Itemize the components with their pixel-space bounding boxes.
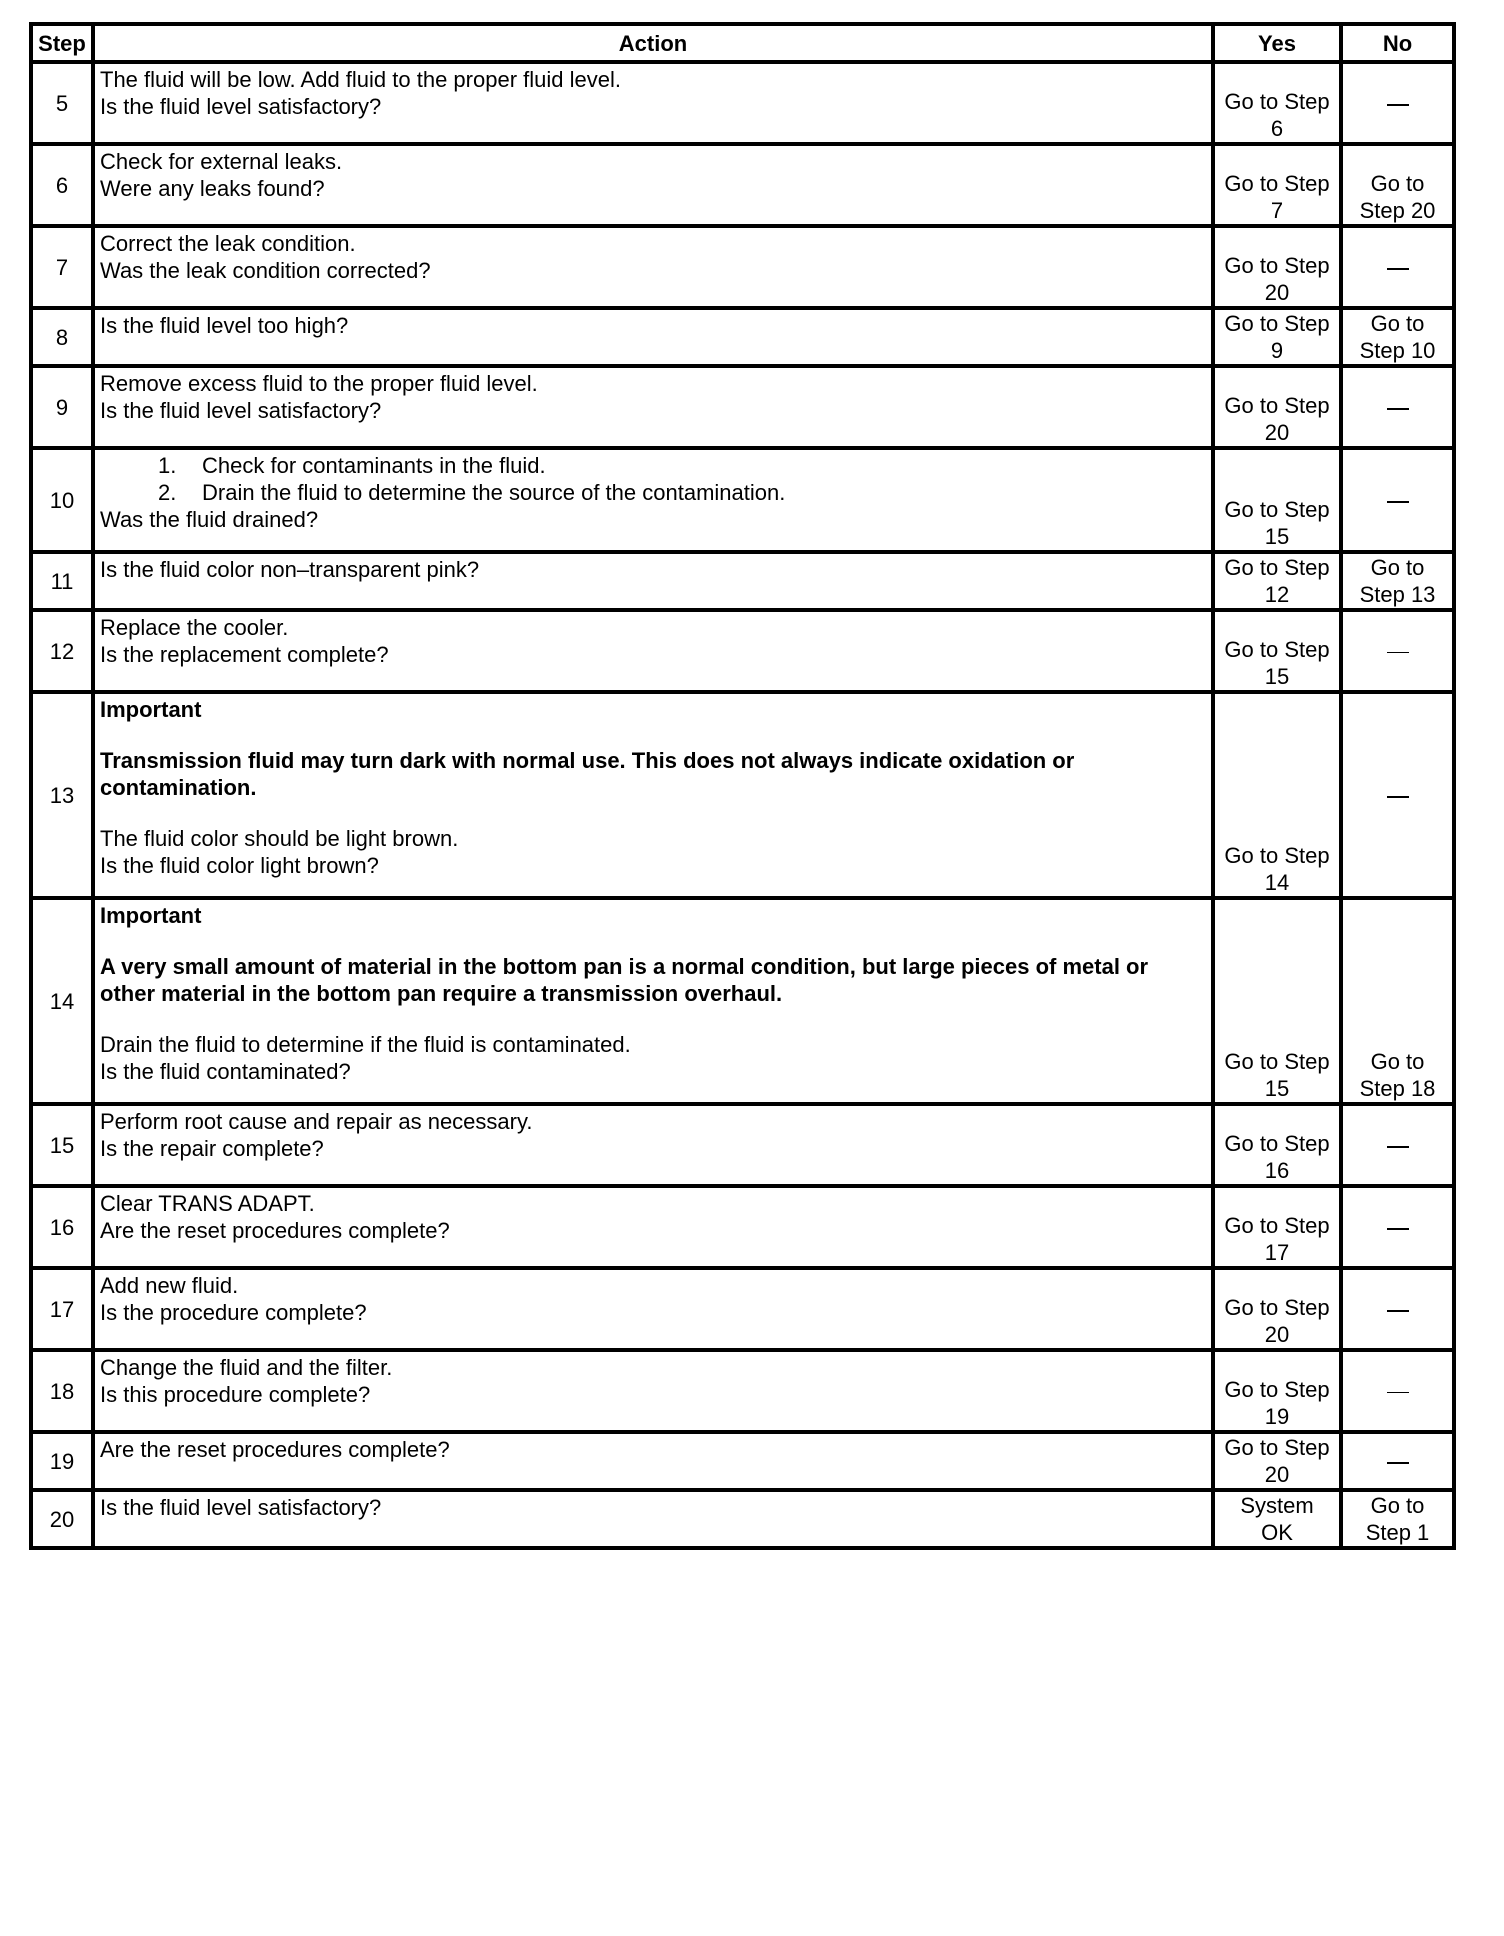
- no-cell: [1341, 1350, 1454, 1432]
- no-cell: [1341, 1432, 1454, 1490]
- action-question: Is the fluid contaminated?: [100, 1059, 351, 1084]
- yes-target: OK: [1261, 1520, 1293, 1545]
- yes-target: 16: [1264, 1158, 1290, 1183]
- yes-target: 17: [1264, 1240, 1290, 1265]
- yes-label: Go to Step: [1224, 1435, 1330, 1460]
- action-steps-list: [100, 452, 1206, 506]
- yes-target: 15: [1264, 524, 1290, 549]
- list-item-number: 2.: [158, 480, 177, 505]
- action-instruction: Replace the cooler.: [100, 615, 289, 640]
- action-cell: [93, 448, 1213, 552]
- step-number: 12: [31, 610, 93, 692]
- yes-label: Go to Step: [1224, 1377, 1330, 1402]
- yes-cell: [1213, 308, 1341, 366]
- no-cell: [1341, 226, 1454, 308]
- no-target: Step 10: [1359, 338, 1436, 363]
- action-question: Is the procedure complete?: [100, 1300, 367, 1325]
- action-instruction: The fluid color should be light brown.: [100, 826, 459, 851]
- no-cell: [1341, 1186, 1454, 1268]
- important-heading: Important: [100, 903, 202, 928]
- yes-target: 7: [1270, 198, 1284, 223]
- table-row: [31, 1186, 1454, 1268]
- no-dash: [1387, 501, 1409, 503]
- step-number: 10: [31, 448, 93, 552]
- table-row: [31, 1350, 1454, 1432]
- table-row: [31, 1104, 1454, 1186]
- table-row: [31, 62, 1454, 144]
- yes-target: 14: [1264, 870, 1290, 895]
- no-dash: [1387, 268, 1409, 270]
- action-question: Is the fluid color light brown?: [100, 853, 379, 878]
- no-label: Go to: [1370, 555, 1425, 580]
- yes-cell: [1213, 226, 1341, 308]
- yes-label: Go to Step: [1224, 253, 1330, 278]
- no-dash: [1387, 1392, 1409, 1393]
- table-row: [31, 1490, 1454, 1548]
- important-notice: [100, 696, 1206, 852]
- yes-label: Go to Step: [1224, 89, 1330, 114]
- step-number: 8: [31, 308, 93, 366]
- table-row: [31, 692, 1454, 898]
- diagnostic-table: [29, 22, 1456, 1550]
- action-cell: [93, 1490, 1213, 1548]
- action-question: Was the leak condition corrected?: [100, 258, 431, 283]
- list-item: [140, 452, 1206, 479]
- table-row: [31, 448, 1454, 552]
- action-instruction: Clear TRANS ADAPT.: [100, 1191, 315, 1216]
- step-number: 11: [31, 552, 93, 610]
- yes-label: Go to Step: [1224, 497, 1330, 522]
- list-item-text: Drain the fluid to determine the source of the contamination.: [202, 480, 786, 505]
- table-row: [31, 226, 1454, 308]
- step-number: 18: [31, 1350, 93, 1432]
- important-notice: [100, 902, 1206, 1058]
- action-cell: [93, 226, 1213, 308]
- yes-label: Go to Step: [1224, 393, 1330, 418]
- action-cell: [93, 552, 1213, 610]
- no-cell: [1341, 144, 1454, 226]
- no-target: Step 20: [1359, 198, 1436, 223]
- yes-cell: [1213, 1104, 1341, 1186]
- action-cell: [93, 1186, 1213, 1268]
- yes-label: Go to Step: [1224, 555, 1330, 580]
- important-text: A very small amount of material in the bottom pan is a normal condition, but large pieces of metal or other material in the bottom pan require a transmission overhaul.: [100, 954, 1149, 1006]
- header-yes: Yes: [1213, 24, 1341, 62]
- action-question: Is the replacement complete?: [100, 642, 389, 667]
- no-cell: [1341, 1104, 1454, 1186]
- table-row: [31, 898, 1454, 1104]
- action-instruction: Change the fluid and the filter.: [100, 1355, 393, 1380]
- action-cell: [93, 62, 1213, 144]
- no-cell: [1341, 366, 1454, 448]
- yes-label: Go to Step: [1224, 1049, 1330, 1074]
- no-cell: [1341, 692, 1454, 898]
- action-cell: [93, 1268, 1213, 1350]
- no-target: Step 18: [1359, 1076, 1436, 1101]
- no-cell: [1341, 448, 1454, 552]
- no-cell: [1341, 1268, 1454, 1350]
- yes-label: Go to Step: [1224, 843, 1330, 868]
- no-target: Step 13: [1359, 582, 1436, 607]
- action-question: Is the fluid level satisfactory?: [100, 1495, 382, 1520]
- yes-cell: [1213, 1268, 1341, 1350]
- table-row: [31, 308, 1454, 366]
- no-cell: [1341, 898, 1454, 1104]
- action-question: Is the fluid level satisfactory?: [100, 398, 382, 423]
- yes-label: Go to Step: [1224, 311, 1330, 336]
- action-question: Is the fluid color non–transparent pink?: [100, 557, 480, 582]
- yes-cell: [1213, 366, 1341, 448]
- no-cell: [1341, 62, 1454, 144]
- no-dash: [1387, 796, 1409, 798]
- yes-target: 20: [1264, 1462, 1290, 1487]
- yes-target: 15: [1264, 664, 1290, 689]
- table-row: [31, 366, 1454, 448]
- action-instruction: Perform root cause and repair as necessary.: [100, 1109, 533, 1134]
- yes-target: 20: [1264, 1322, 1290, 1347]
- yes-label: Go to Step: [1224, 637, 1330, 662]
- important-heading: Important: [100, 697, 202, 722]
- yes-cell: [1213, 1432, 1341, 1490]
- step-number: 5: [31, 62, 93, 144]
- no-dash: [1387, 1146, 1409, 1148]
- yes-target: 12: [1264, 582, 1290, 607]
- step-number: 6: [31, 144, 93, 226]
- action-instruction: Drain the fluid to determine if the fluid is contaminated.: [100, 1032, 631, 1057]
- action-question: Is the fluid level too high?: [100, 313, 349, 338]
- action-question: Is this procedure complete?: [100, 1382, 371, 1407]
- action-cell: [93, 898, 1213, 1104]
- yes-cell: [1213, 1350, 1341, 1432]
- yes-cell: [1213, 144, 1341, 226]
- no-dash: [1387, 652, 1409, 653]
- list-item-text: Check for contaminants in the fluid.: [202, 453, 546, 478]
- yes-target: 20: [1264, 420, 1290, 445]
- action-cell: [93, 692, 1213, 898]
- step-number: 15: [31, 1104, 93, 1186]
- table-row: [31, 552, 1454, 610]
- yes-cell: [1213, 1490, 1341, 1548]
- table-row: [31, 1268, 1454, 1350]
- yes-target: 9: [1270, 338, 1284, 363]
- yes-target: 15: [1264, 1076, 1290, 1101]
- important-text: Transmission fluid may turn dark with normal use. This does not always indicate oxidation or contamination.: [100, 748, 1075, 800]
- step-number: 16: [31, 1186, 93, 1268]
- header-no: No: [1341, 24, 1454, 62]
- yes-cell: [1213, 552, 1341, 610]
- yes-cell: [1213, 692, 1341, 898]
- yes-target: 19: [1264, 1404, 1290, 1429]
- action-question: Were any leaks found?: [100, 176, 325, 201]
- no-label: Go to: [1370, 1493, 1425, 1518]
- action-instruction: Add new fluid.: [100, 1273, 239, 1298]
- table-row: [31, 144, 1454, 226]
- yes-target: 20: [1264, 280, 1290, 305]
- no-label: Go to: [1370, 311, 1425, 336]
- action-question: Are the reset procedures complete?: [100, 1437, 450, 1462]
- action-question: Was the fluid drained?: [100, 507, 319, 532]
- no-dash: [1387, 1310, 1409, 1312]
- action-instruction: Remove excess fluid to the proper fluid level.: [100, 371, 538, 396]
- step-number: 13: [31, 692, 93, 898]
- yes-label: Go to Step: [1224, 1131, 1330, 1156]
- action-question: Is the fluid level satisfactory?: [100, 94, 382, 119]
- no-cell: [1341, 1490, 1454, 1548]
- no-label: Go to: [1370, 1049, 1425, 1074]
- no-target: Step 1: [1365, 1520, 1430, 1545]
- table-row: [31, 610, 1454, 692]
- no-label: Go to: [1370, 171, 1425, 196]
- no-dash: [1387, 408, 1409, 410]
- yes-cell: [1213, 610, 1341, 692]
- step-number: 14: [31, 898, 93, 1104]
- action-question: Are the reset procedures complete?: [100, 1218, 450, 1243]
- yes-label: Go to Step: [1224, 1213, 1330, 1238]
- step-number: 7: [31, 226, 93, 308]
- step-number: 17: [31, 1268, 93, 1350]
- yes-cell: [1213, 898, 1341, 1104]
- header-row: [31, 24, 1454, 62]
- yes-label: System: [1240, 1493, 1314, 1518]
- step-number: 9: [31, 366, 93, 448]
- action-cell: [93, 610, 1213, 692]
- no-cell: [1341, 308, 1454, 366]
- list-item-number: 1.: [158, 453, 177, 478]
- yes-cell: [1213, 448, 1341, 552]
- yes-label: Go to Step: [1224, 1295, 1330, 1320]
- action-cell: [93, 308, 1213, 366]
- yes-cell: [1213, 1186, 1341, 1268]
- table-row: [31, 1432, 1454, 1490]
- action-instruction: Correct the leak condition.: [100, 231, 356, 256]
- step-number: 19: [31, 1432, 93, 1490]
- header-step: Step: [31, 24, 93, 62]
- action-instruction: The fluid will be low. Add fluid to the proper fluid level.: [100, 67, 621, 92]
- yes-label: Go to Step: [1224, 171, 1330, 196]
- action-cell: [93, 1350, 1213, 1432]
- action-cell: [93, 144, 1213, 226]
- yes-target: 6: [1270, 116, 1284, 141]
- no-cell: [1341, 610, 1454, 692]
- header-action: Action: [93, 24, 1213, 62]
- no-dash: [1387, 1462, 1409, 1464]
- action-question: Is the repair complete?: [100, 1136, 324, 1161]
- yes-cell: [1213, 62, 1341, 144]
- step-number: 20: [31, 1490, 93, 1548]
- list-item: [140, 479, 1206, 506]
- action-cell: [93, 1104, 1213, 1186]
- action-instruction: Check for external leaks.: [100, 149, 343, 174]
- action-cell: [93, 1432, 1213, 1490]
- no-dash: [1387, 1228, 1409, 1230]
- no-dash: [1387, 104, 1409, 106]
- no-cell: [1341, 552, 1454, 610]
- action-cell: [93, 366, 1213, 448]
